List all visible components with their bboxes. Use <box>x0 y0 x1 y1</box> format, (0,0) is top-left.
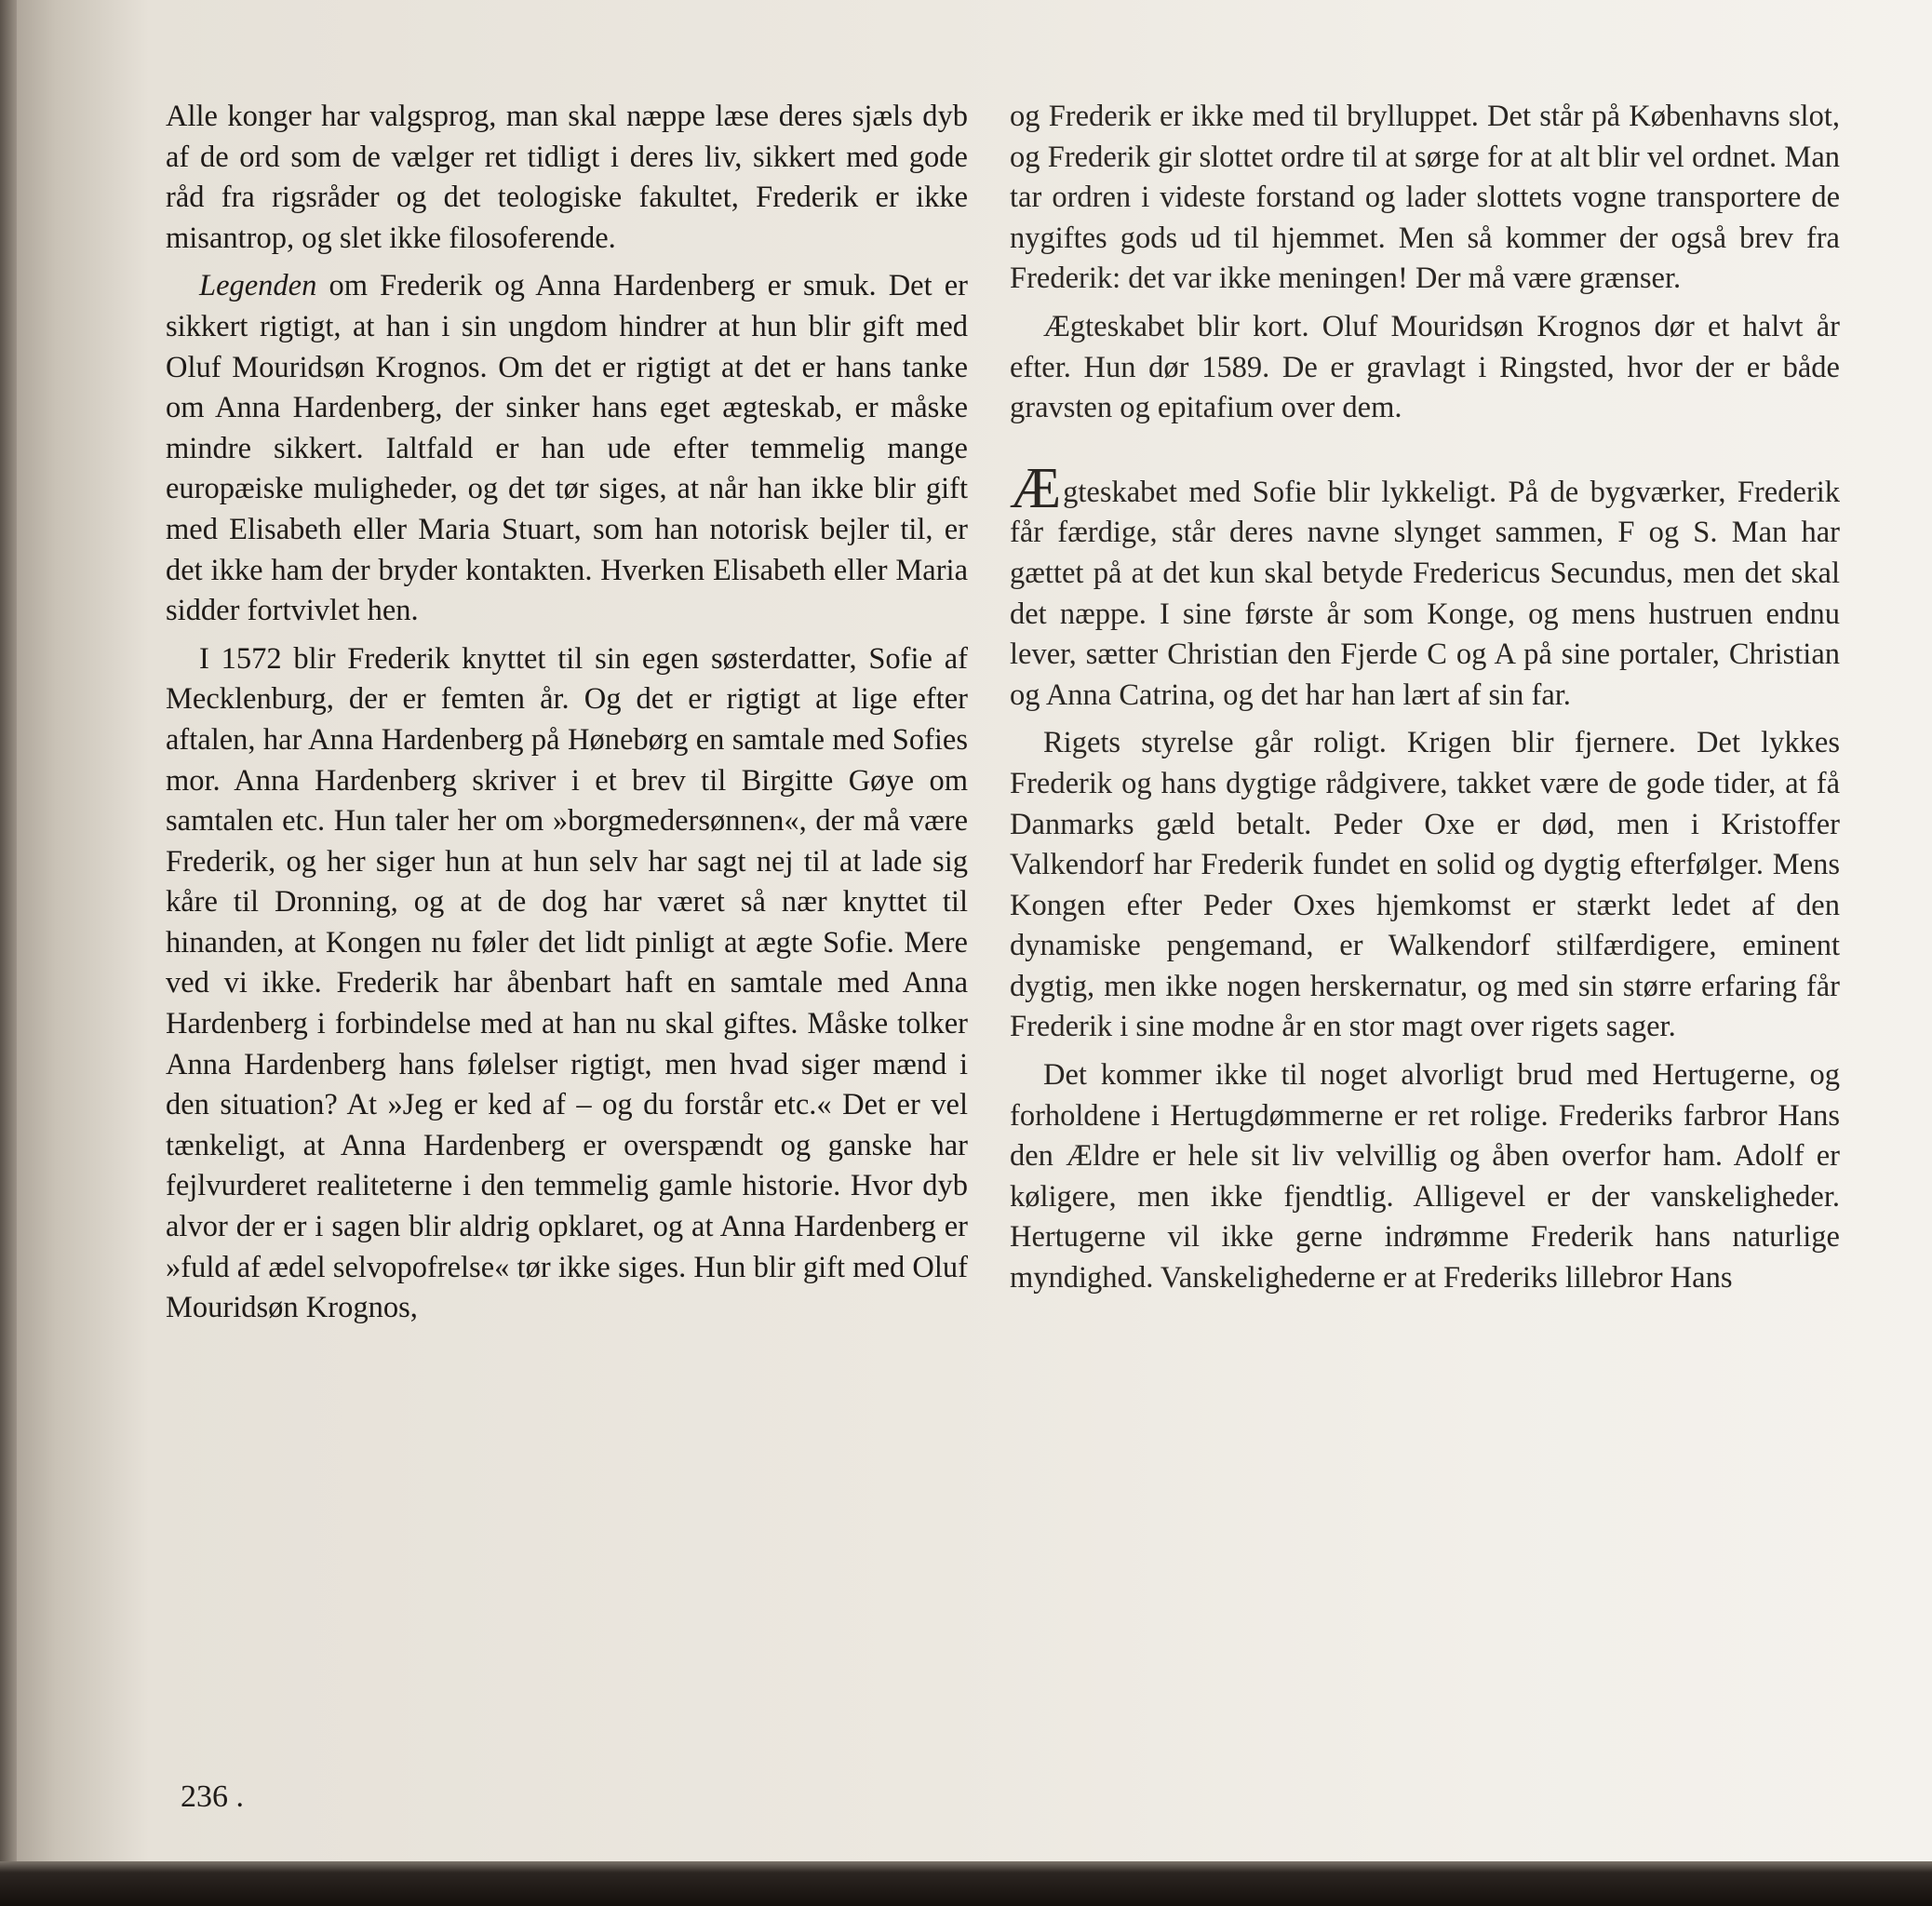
paragraph: og Frederik er ikke med til brylluppet. Det står på Københavns slot, og Frederik gir slottet ordre til at sørge for at alt blir vel ordnet. Man tar ordren i videste forstand og lader slottets vogne transportere de nygiftes gods ud til hjemmet. Men så kommer der også brev fra Frederik: det var ikke meningen! Der må være grænser. <box>1010 100 1840 296</box>
paragraph: Rigets styrelse går roligt. Krigen blir fjernere. Det lykkes Frederik og hans dygtige rådgivere, takket være de gode tider, at få Danmarks gæld betalt. Peder Oxe er død, men i Kristoffer Valkendorf har Frederik fundet en solid og dygtig efterfølger. Mens Kongen efter Peder Oxes hjemkomst er stærkt ledet af den dynamiske pengemand, er Walkendorf stilfærdigere, eminent dygtig, men ikke nogen herskernatur, og med sin større erfaring får Frederik i sine modne år en stor magt over rigets sager. <box>1010 726 1840 1044</box>
italic-term: Legenden <box>199 269 317 303</box>
section-opening-paragraph <box>1010 456 1840 717</box>
paragraph: Det kommer ikke til noget alvorligt brud med Hertugerne, og forholdene i Hertugdømmerne er ret rolige. Frederiks farbror Hans den Ældre er hele sit liv velvillig og åben overfor ham. Adolf er køligere, men ikke fjendtlig. Alligevel er der vanskeligheder. Hertugerne vil ikke gerne indrømme Frederik hans naturlige myndighed. Vanskelighederne er at Frederiks lillebror Hans <box>1010 1058 1840 1295</box>
initial-letter: Æ <box>1010 456 1062 520</box>
paragraph-text: om Frederik og Anna Hardenberg er smuk. Det er sikkert rigtigt, at han i sin ungdom hindrer at hun blir gift med Oluf Mouridsøn Krognos. Om det er rigtigt at det er hans tanke om Anna Hardenberg, der sinker hans eget ægteskab, er måske mindre sikkert. Ialtfald er han ude efter temmelig mange europæiske muligheder, og det tør siges, at når han ikke blir gift med Elisabeth eller Maria Stuart, som han notorisk bejler til, er det ikke ham der bryder kontakten. Hverken Elisabeth eller Maria sidder fortvivlet hen. <box>166 269 968 628</box>
page-number: 236 . <box>181 1779 244 1814</box>
left-text-column <box>166 97 968 1329</box>
paragraph: I 1572 blir Frederik knyttet til sin egen søsterdatter, Sofie af Mecklenburg, der er femten år. Og det er rigtigt at lige efter aftalen, har Anna Hardenberg på Hønebørg en samtale med Sofies mor. Anna Hardenberg skriver i et brev til Birgitte Gøye om samtalen etc. Hun taler her om »borgmedersønnen«, der må være Frederik, og her siger hun at hun selv har sagt nej til at lade sig kåre til Dronning, og at de dog har været så nær knyttet til hinanden, at Kongen nu føler det lidt pinligt at ægte Sofie. Mere ved vi ikke. Frederik har åbenbart haft en samtale med Anna Hardenberg i forbindelse med at han nu skal giftes. Måske tolker Anna Hardenberg hans følelser rigtigt, men hvad siger mænd i den situation? At »Jeg er ked af – og du forstår etc.« Det er vel tænkeligt, at Anna Hardenberg er overspændt og ganske har fejlvurderet realiteterne i den temmelig gamle historie. Hvor dyb alvor der er i sagen blir aldrig opklaret, og at Anna Hardenberg er »fuld af ædel selvopofrelse« tør ikke siges. Hun blir gift med Oluf Mouridsøn Krognos, <box>166 641 968 1325</box>
page-bottom-edge <box>0 1861 1932 1906</box>
paragraph: Ægteskabet blir kort. Oluf Mouridsøn Krognos dør et halvt år efter. Hun dør 1589. De er gravlagt i Ringsted, hvor der er både gravsten og epitafium over dem. <box>1010 309 1840 425</box>
page-gutter-shadow <box>0 0 17 1906</box>
right-text-column <box>1010 97 1840 1299</box>
paragraph-text: gteskabet med Sofie blir lykkeligt. På de bygværker, Frederik får færdige, står deres navne slynget sammen, F og S. Man har gættet på at det kun skal betyde Fredericus Secundus, men det skal det næppe. I sine første år som Konge, og mens hustruen endnu lever, sætter Christian den Fjerde C og A på sine portaler, Christian og Anna Catrina, og det har han lært af sin far. <box>1010 475 1840 712</box>
paragraph <box>166 266 968 631</box>
paragraph: Alle konger har valgsprog, man skal næppe læse deres sjæls dyb af de ord som de vælger ret tidligt i deres liv, sikkert med gode råd fra rigsråder og det teologiske fakultet, Frederik er ikke misantrop, og slet ikke filosoferende. <box>166 100 968 255</box>
